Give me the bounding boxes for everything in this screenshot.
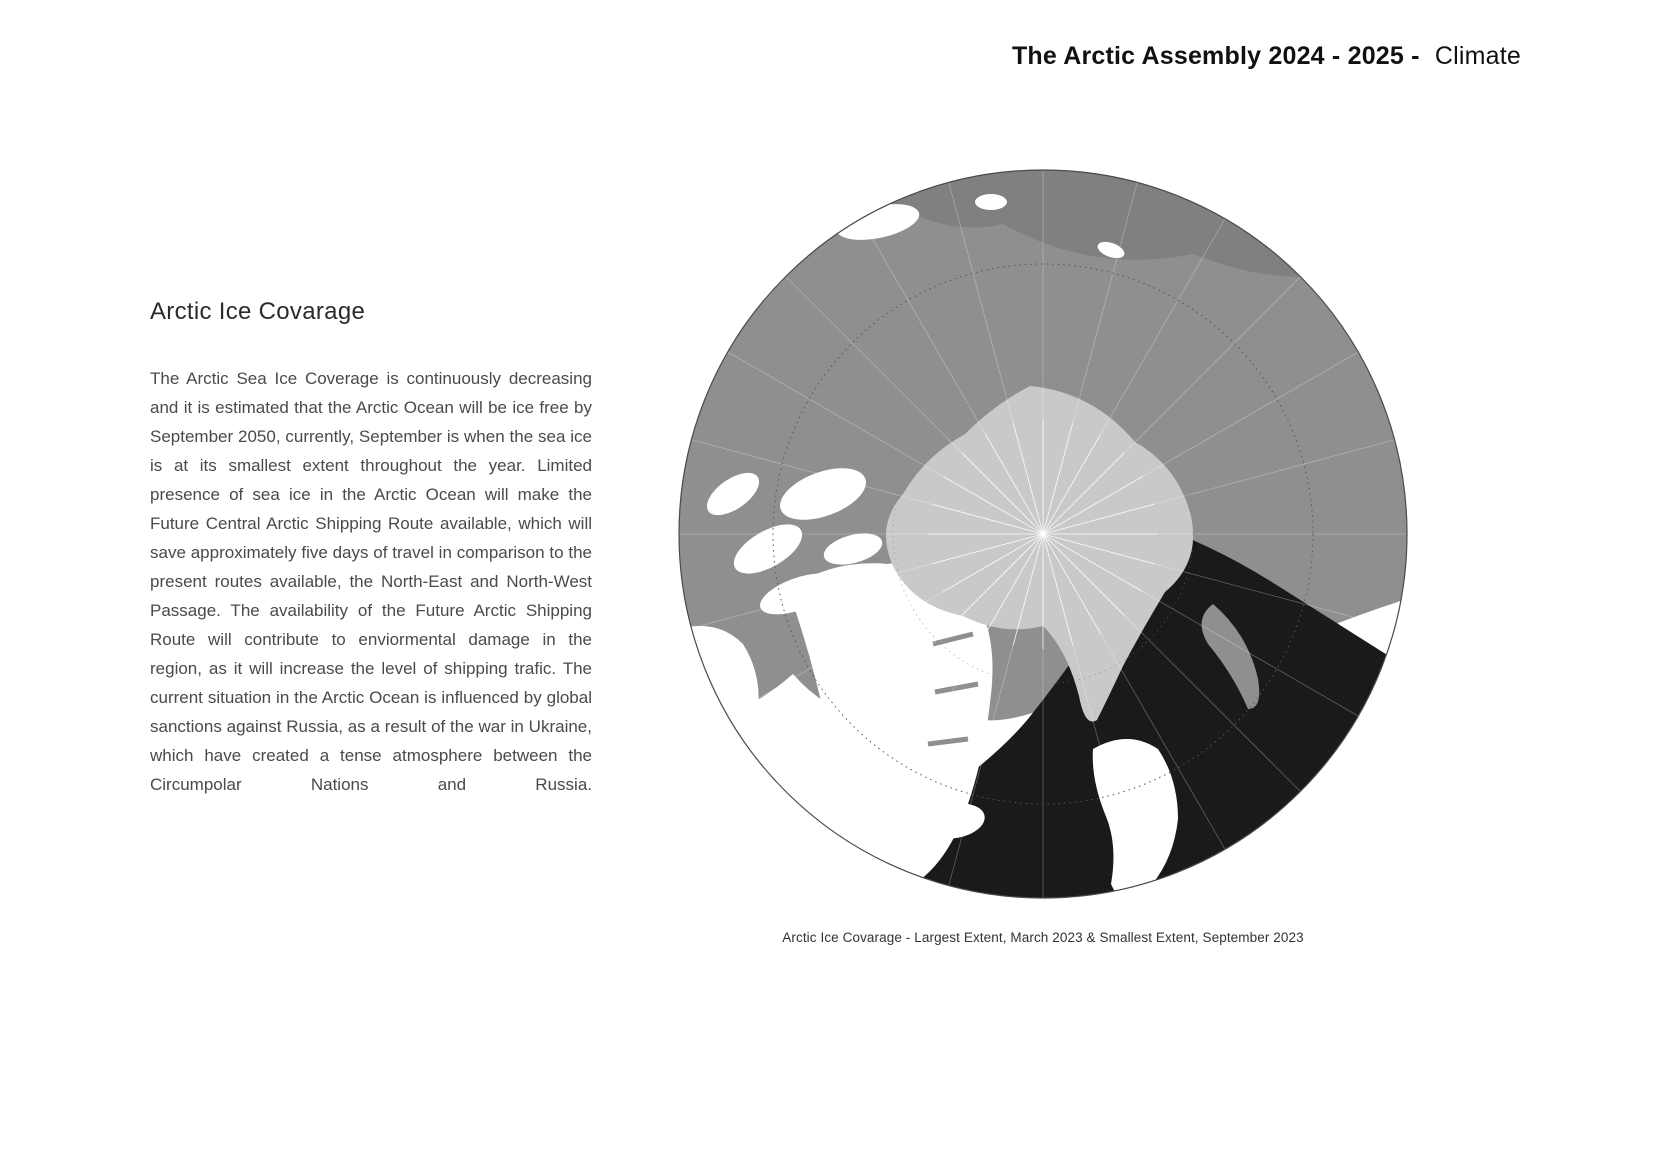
- arctic-map-container: [673, 164, 1413, 904]
- page-header: [1012, 42, 1521, 71]
- article-body-text: The Arctic Sea Ice Coverage is continuously decreasing and it is estimated that the Arctic Ocean will be ice free by September 2050, currently, September is when the sea ice is at its smallest extent throughout the year. Limited presence of sea ice in the Arctic Ocean will make the Future Central Arctic Shipping Route available, which will save approximately five days of travel in comparison to the present routes available, the North-East and North-West Passage. The availability of the Future Arctic Shipping Route will contribute to enviormental damage in the region, as it will increase the level of shipping trafic. The current situation in the Arctic Ocean is influenced by global sanctions against Russia, as a result of the war in Ukraine, which have created a tense atmosphere between the Circumpolar Nations and Russia.: [150, 369, 592, 794]
- header-title-suffix: Climate: [1434, 42, 1521, 70]
- arctic-map: [673, 164, 1413, 904]
- article-title: Arctic Ice Covarage: [150, 298, 366, 325]
- canada-mainland-shape: [673, 626, 759, 814]
- article-column: [150, 298, 592, 799]
- north-pole-point: [1041, 532, 1045, 536]
- header-title-main: The Arctic Assembly 2024 - 2025 -: [1011, 42, 1420, 70]
- top-island-shape: [975, 194, 1007, 210]
- map-caption: Arctic Ice Covarage - Largest Extent, March 2023 & Smallest Extent, September 2023: [782, 930, 1304, 945]
